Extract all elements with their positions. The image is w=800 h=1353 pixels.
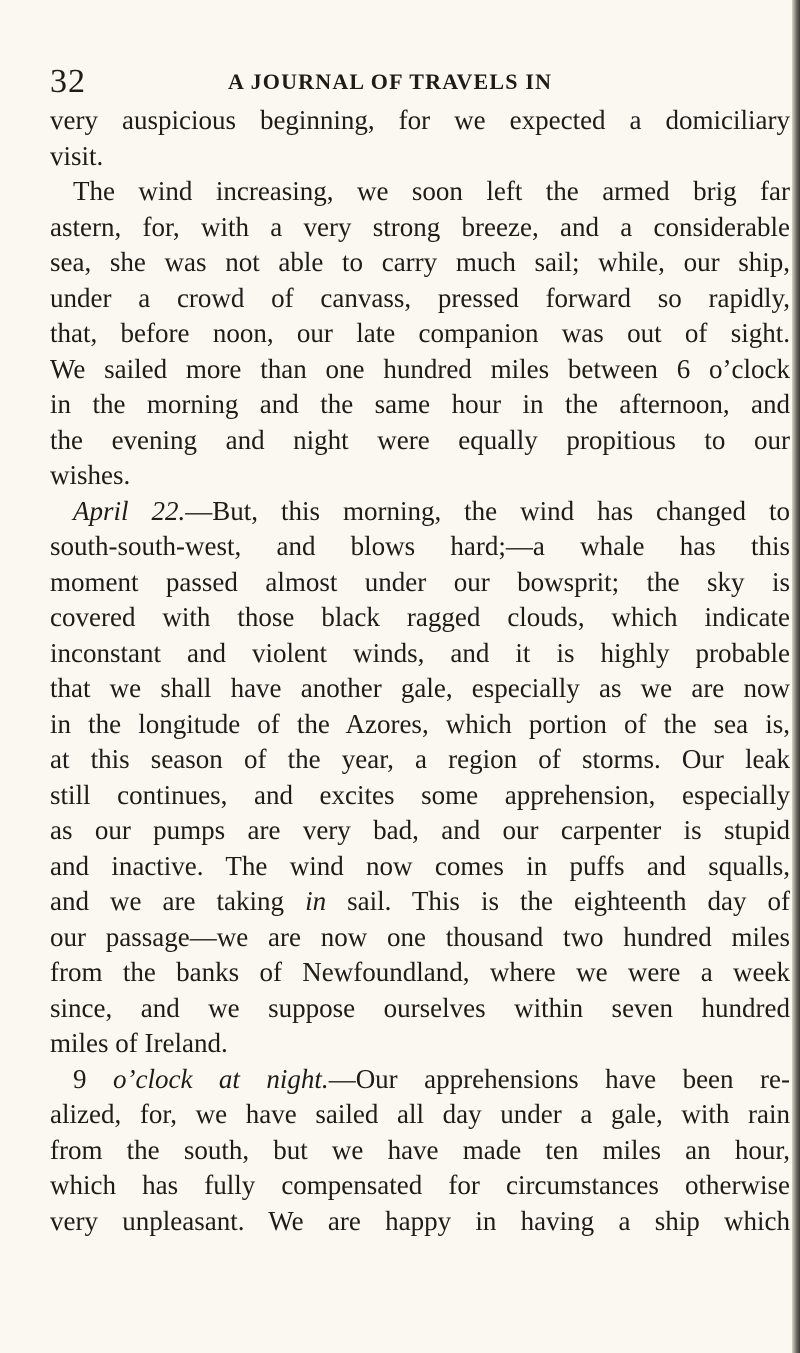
text-line: [50, 636, 790, 672]
line-text: at this season of the year, a region of storms. Our leak: [50, 744, 790, 774]
italic-text: in: [305, 886, 327, 916]
running-head: [50, 60, 570, 104]
line-text: The wind increasing, we soon left the armed brig far: [73, 176, 790, 206]
text-line: [50, 565, 790, 601]
line-text: covered with those black ragged clouds, which indicate: [50, 602, 790, 632]
text-line: [50, 1097, 790, 1133]
line-text: and inactive. The wind now comes in puffs and squalls,: [50, 850, 790, 881]
text-line: [50, 671, 790, 707]
line-text: 9: [73, 1063, 113, 1094]
line-text: the evening and night were equally propitious to our: [50, 424, 790, 455]
text-line: [50, 387, 790, 423]
text-line: [50, 707, 790, 743]
line-text: still continues, and excites some apprehension, especially: [50, 779, 790, 810]
text-line: [50, 1204, 790, 1240]
line-text: very unpleasant. We are happy in having a ship which: [50, 1205, 790, 1236]
line-text: We sailed more than one hundred miles between 6 o’clock: [50, 353, 790, 384]
line-text: from the banks of Newfoundland, where we were a week: [50, 957, 790, 987]
text-line: [50, 352, 790, 388]
text-line: [50, 1026, 790, 1062]
text-line: [50, 494, 790, 530]
text-line: [50, 423, 790, 459]
italic-text: o’clock at night.: [113, 1063, 329, 1094]
line-text: in the longitude of the Azores, which portion of the sea is,: [50, 708, 790, 739]
line-text: since, and we suppose ourselves within seven hundred: [50, 992, 790, 1023]
text-line: [50, 955, 790, 991]
text-line: [50, 778, 790, 814]
line-text: that we shall have another gale, especially as we are now: [50, 673, 790, 703]
text-line: [50, 813, 790, 849]
text-line: [50, 139, 790, 175]
line-text: and we are taking: [50, 886, 306, 916]
line-text: as our pumps are very bad, and our carpenter is stupid: [50, 815, 790, 845]
text-line: [50, 1168, 790, 1204]
text-line: [50, 884, 790, 920]
line-text: miles of Ireland.: [50, 1028, 228, 1058]
line-text: in the morning and the same hour in the afternoon, and: [50, 389, 790, 419]
italic-text: April 22.: [73, 495, 186, 526]
page-number: 32: [50, 63, 86, 100]
line-text: very auspicious beginning, for we expected a domiciliary: [50, 105, 790, 135]
line-text: under a crowd of canvass, pressed forward so rapidly,: [50, 282, 790, 313]
text-line: [50, 1062, 790, 1098]
line-text: which has fully compensated for circumstances otherwise: [50, 1170, 790, 1200]
line-text: visit.: [50, 140, 104, 171]
text-line: [50, 316, 790, 352]
line-text: inconstant and violent winds, and it is highly probable: [50, 637, 790, 668]
line-text: wishes.: [50, 460, 131, 490]
line-text: astern, for, with a very strong breeze, and a considerable: [50, 211, 790, 242]
running-title: A JOURNAL OF TRAVELS IN: [228, 69, 553, 94]
text-line: [50, 991, 790, 1027]
text-line: [50, 174, 790, 210]
line-text: our passage—we are now one thousand two hundred miles: [50, 921, 790, 952]
line-text: —Our apprehensions have been re-: [328, 1063, 791, 1094]
page-edge-shadow: [792, 0, 800, 1353]
text-line: [50, 281, 790, 317]
text-line: [50, 210, 790, 246]
line-text: moment passed almost under our bowsprit; the sky is: [50, 566, 790, 597]
text-line: [50, 600, 790, 636]
line-text: south-south-west, and blows hard;—a whale has this: [50, 531, 790, 561]
line-text: —But, this morning, the wind has changed to: [185, 495, 790, 526]
text-line: [50, 103, 790, 139]
line-text: from the south, but we have made ten miles an hour,: [50, 1134, 790, 1165]
line-text: that, before noon, our late companion was out of sight.: [50, 318, 790, 348]
text-line: [50, 245, 790, 281]
text-line: [50, 849, 790, 885]
body-text: [50, 103, 790, 1239]
line-text: sea, she was not able to carry much sail; while, our ship,: [50, 247, 790, 277]
line-text: alized, for, we have sailed all day under a gale, with rain: [50, 1099, 790, 1129]
text-line: [50, 920, 790, 956]
text-line: [50, 458, 790, 494]
line-text: sail. This is the eighteenth day of: [326, 886, 790, 916]
text-line: [50, 529, 790, 565]
text-line: [50, 1133, 790, 1169]
text-line: [50, 742, 790, 778]
